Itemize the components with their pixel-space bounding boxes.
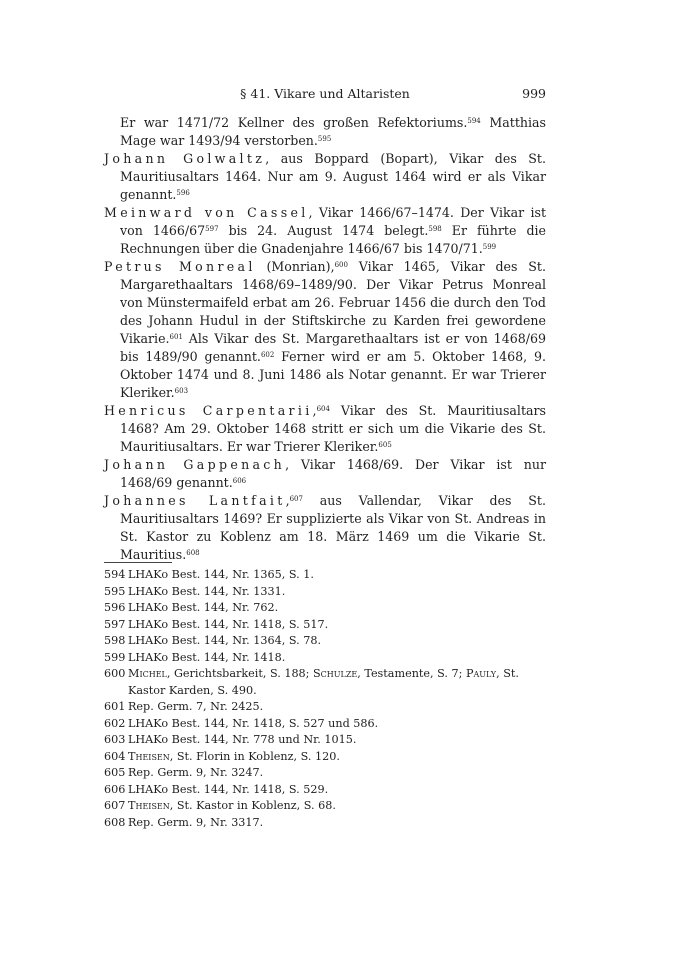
footnote-ref[interactable]: 598 [428,225,442,233]
footnote-item: 607 Theisen, St. Kastor in Koblenz, S. 68. [104,798,546,815]
footnote-item: 603 LHAKo Best. 144, Nr. 778 und Nr. 1015. [104,732,546,749]
footnote-number: 598 [104,634,126,647]
footnote-number: 599 [104,650,126,664]
running-head-title: § 41. Vikare und Altaristen [240,86,410,101]
footnote-ref[interactable]: 603 [174,387,189,395]
entry-golwaltz: Johann Golwaltz, aus Boppard (Bopart), Vikar des St. Mauritiusaltars 1464. Nur am 9. August 1464 wird er als Vikar genannt.$^{596}$ [104,151,546,202]
footnote-item: 601 Rep. Germ. 7, Nr. 2425. [104,699,546,716]
footnote-ref[interactable]: 607 [289,495,303,503]
author-name: Theisen [128,749,170,763]
footnote-number: 602 [104,716,126,730]
entry-continuation: Er war 1471/72 Kellner des großen Refektoriums.$^{594}$ Matthias Mage war 1493/94 verstorben.$^{595}$ [120,115,547,148]
footnote-item: 599 LHAKo Best. 144, Nr. 1418. [104,650,546,667]
footnote-ref[interactable]: 602 [260,351,275,359]
footnote-ref[interactable]: 608 [186,549,200,557]
entry-name: Henricus Carpentarii [104,403,313,418]
footnote-number: 604 [104,749,126,763]
running-head [104,86,546,104]
footnote-ref[interactable]: 605 [378,441,392,449]
footnote-item: 602 LHAKo Best. 144, Nr. 1418, S. 527 und 586. [104,716,546,733]
footnote-ref[interactable]: 595 [317,135,332,143]
footnote-ref[interactable]: 599 [482,243,497,251]
page-number: 999 [522,86,546,101]
main-text [104,114,546,564]
footnote-item: 605 Rep. Germ. 9, Nr. 3247. [104,765,546,782]
entry-name: Johannes Lantfait [104,493,286,508]
footnote-number: 596 [104,601,126,614]
author-name: Schulze [313,667,358,680]
entry-carpentarii: Henricus Carpentarii,$^{604}$ Vikar des St. Mauritiusaltars 1468? Am 29. Oktober 1468 stritt er sich um die Vikarie des St. Mauritiusaltars. Er war Trierer Kleriker.$^{605}$ [104,403,546,454]
footnote-ref[interactable]: 601 [169,333,183,341]
footnote-number: 606 [104,782,126,796]
footnote-number: 600 [104,667,126,680]
entry-lantfait: Johannes Lantfait,$^{607}$ aus Vallendar, Vikar des St. Mauritiusaltars 1469? Er supplizierte als Vikar von St. Andreas in St. Kastor zu Koblenz am 18. März 1469 um die Vikarie St. Mauritius.$^{608}$ [104,493,546,562]
footnote-item: 595 LHAKo Best. 144, Nr. 1331. [104,584,546,601]
entry-gappenach: Johann Gappenach, Vikar 1468/69. Der Vikar ist nur 1468/69 genannt.$^{606}$ [104,457,546,490]
footnote-number: 595 [104,584,126,598]
footnote-number: 607 [104,799,126,812]
footnote-item: 600 Michel, Gerichtsbarkeit, S. 188; Schulze, Testamente, S. 7; Pauly, St. Kastor Karden, S. 490. [104,667,519,697]
footnote-item: 596 LHAKo Best. 144, Nr. 762. [104,600,546,617]
footnote-divider [104,562,172,563]
footnote-ref[interactable]: 594 [467,117,481,125]
footnote-number: 597 [104,617,126,631]
entry-name: Petrus Monreal [104,259,256,274]
footnote-item: 606 LHAKo Best. 144, Nr. 1418, S. 529. [104,782,546,799]
footnote-item: 604 Theisen, St. Florin in Koblenz, S. 120. [104,749,546,766]
footnote-ref[interactable]: 597 [205,225,219,233]
footnote-ref[interactable]: 604 [316,405,330,413]
author-name: Pauly [465,667,497,680]
entry-name: Meinward von Cassel [104,205,309,220]
footnote-number: 608 [104,815,126,829]
entry-cassel: Meinward von Cassel, Vikar 1466/67–1474. Der Vikar ist von 1466/67$^{597}$ bis 24. August 1474 belegt.$^{598}$ Er führte die Rechnungen über die Gnadenjahre 1466/67 bis 1470/71.$^{599}$ [104,205,547,256]
footnote-number: 594 [104,568,126,581]
footnotes [104,567,546,831]
entry-monreal: Petrus Monreal (Monrian),$^{600}$ Vikar 1465, Vikar des St. Margarethaaltars 1468/69–1489/90. Der Vikar Petrus Monreal von Münstermaifeld erbat am 26. Februar 1456 die durch den Tod des Johann Hudul in der Stiftskirche zu Karden frei gewordene Vikarie.$^{601}$ Als Vikar des St. Margarethaaltars ist er von 1468/69 bis 1489/90 genannt.$^{602}$ Ferner wird er am 5. Oktober 1468, 9. Oktober 1474 und 8. Juni 1486 als Notar genannt. Er war Trierer Kleriker.$^{603}$ [104,259,547,400]
footnote-ref[interactable]: 600 [334,261,348,269]
footnote-item: 598 LHAKo Best. 144, Nr. 1364, S. 78. [104,633,546,650]
footnote-item: 597 LHAKo Best. 144, Nr. 1418, S. 517. [104,617,546,634]
footnote-number: 605 [104,766,126,779]
footnote-item: 608 Rep. Germ. 9, Nr. 3317. [104,815,546,832]
footnote-ref[interactable]: 596 [176,189,190,197]
author-name: Theisen [128,799,170,812]
footnote-item: 594 LHAKo Best. 144, Nr. 1365, S. 1. [104,567,546,584]
footnote-ref[interactable]: 606 [232,477,247,485]
author-name: Michel [128,667,167,680]
footnote-number: 601 [104,700,126,713]
entry-name: Johann Gappenach [104,457,286,472]
entry-name: Johann Golwaltz [104,151,266,166]
footnote-number: 603 [104,733,126,746]
